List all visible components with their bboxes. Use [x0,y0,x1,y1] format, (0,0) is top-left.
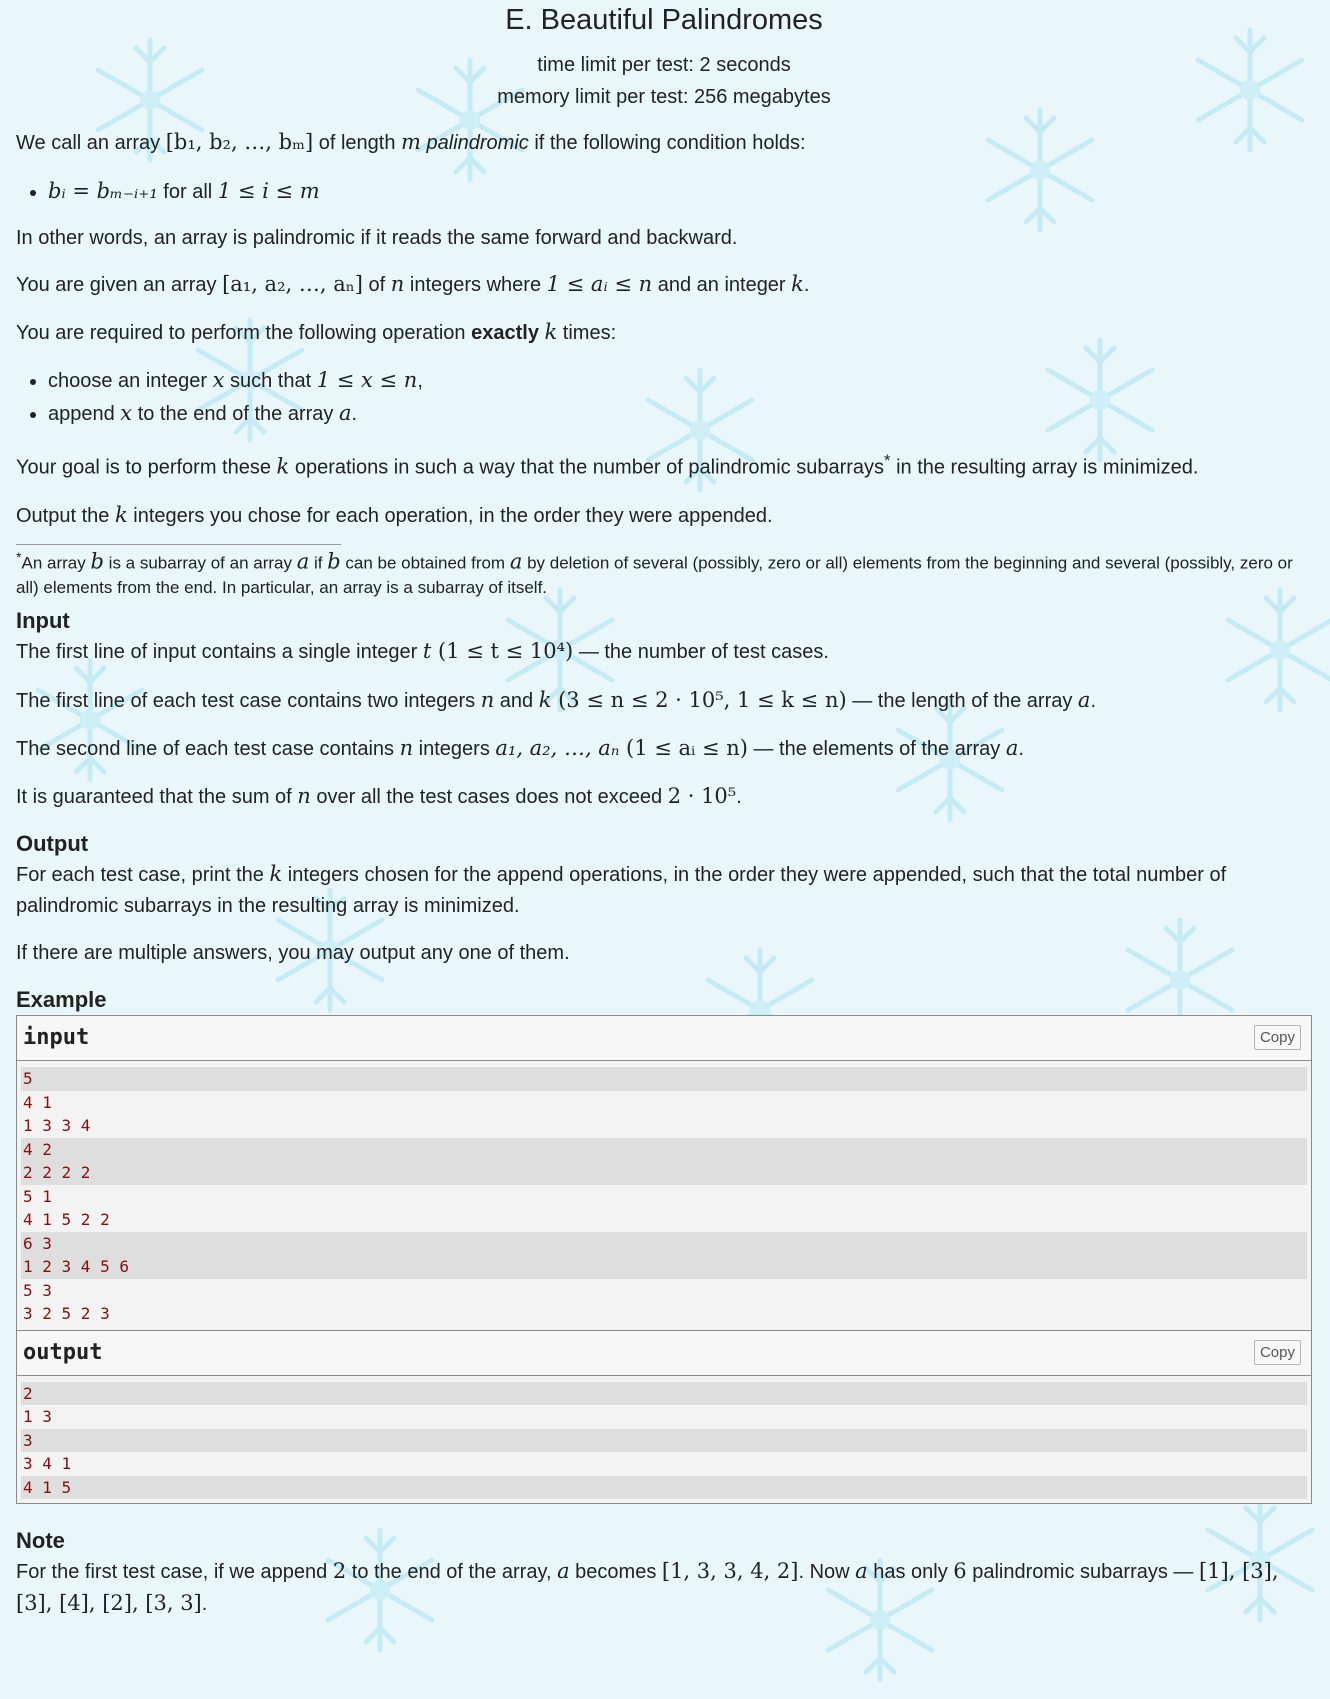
sample-line: 6 3 [21,1232,1307,1256]
list-item: • append x to the end of the array a. [48,397,1312,430]
sample-line: 4 2 [21,1138,1307,1162]
sample-line: 5 3 [23,1280,52,1300]
copy-input-button[interactable]: Copy [1254,1025,1301,1050]
input-paragraph: The second line of each test case contains n integers a₁, a₂, …, aₙ (1 ≤ aᵢ ≤ n) — the elements of the array a. [16,736,1024,761]
sample-line: 5 1 [23,1186,52,1206]
list-item: • bᵢ = bₘ₋ᵢ₊₁ for all 1 ≤ i ≤ m [48,175,1312,208]
input-box-header [17,1016,1311,1061]
output-paragraph: For each test case, print the k integers chosen for the append operations, in the order they were appended, such that the total number of palindromic subarrays in the resulting array is minimized. [16,862,1227,918]
list-item: • choose an integer x such that 1 ≤ x ≤ n, [48,364,1312,397]
sample-line: 4 1 5 [21,1476,1307,1500]
copy-output-button[interactable]: Copy [1254,1340,1301,1365]
output-box-header [17,1330,1311,1376]
footnote-divider [16,544,341,545]
statement-paragraph: Your goal is to perform these k operations in such a way that the number of palindromic subarrays* in the resulting array is minimized. [16,451,1199,479]
sample-line: 3 4 1 [23,1454,72,1474]
statement-paragraph: Output the k integers you chose for each operation, in the order they were appended. [16,502,773,527]
input-paragraph: The first line of each test case contains two integers n and k (3 ≤ n ≤ 2 · 10⁵, 1 ≤ k ≤ n) — the length of the array a. [16,688,1097,713]
sample-line: 5 [21,1067,1307,1091]
sample-line: 2 2 2 2 [21,1161,1307,1185]
input-box-title: input [23,1025,90,1051]
statement-paragraph: You are required to perform the following operation exactly k times: [16,320,617,344]
footnote: *An array b is a subarray of an array a if b can be obtained from a by deletion of several (possibly, zero or all) elements from the beginning and several (possibly, zero or all) elements from the end. In particular, an array is a subarray of itself. [16,549,1293,598]
example-heading: Example [16,987,107,1013]
sample-line: 1 2 3 4 5 6 [21,1255,1307,1279]
statement-paragraph: In other words, an array is palindromic if it reads the same forward and backward. [16,227,738,249]
condition-list [16,175,1312,208]
problem-title: E. Beautiful Palindromes [505,4,823,36]
memory-limit: memory limit per test: 256 megabytes [497,86,831,108]
sample-line: 4 1 [23,1092,52,1112]
sample-output [17,1376,1311,1504]
statement-paragraph: We call an array [b₁, b₂, …, bₘ] of length m palindromic if the following condition holds: [16,130,806,154]
sample-line: 2 [21,1382,1307,1406]
sample-line: 1 3 [23,1407,52,1427]
output-heading: Output [16,831,89,857]
operation-list [16,364,1312,430]
problem-statement [16,0,1312,1620]
output-box-title: output [23,1339,103,1365]
input-heading: Input [16,608,70,634]
sample-line: 3 [21,1429,1307,1453]
sample-line: 4 1 5 2 2 [23,1210,110,1230]
limits [16,49,1312,113]
note-paragraph: For the first test case, if we append 2 to the end of the array, a becomes [1, 3, 3, 4, 2]. Now a has only 6 palindromic subarrays — [1], [3], [3], [4], [2], [3, 3]. [16,1559,1279,1616]
input-paragraph: It is guaranteed that the sum of n over all the test cases does not exceed 2 · 10⁵. [16,784,742,809]
sample-line: 3 2 5 2 3 [23,1304,110,1324]
sample-line: 1 3 3 4 [23,1116,91,1136]
note-heading: Note [16,1528,65,1554]
input-paragraph: The first line of input contains a single integer t (1 ≤ t ≤ 10⁴) — the number of test cases. [16,639,829,664]
output-paragraph: If there are multiple answers, you may output any one of them. [16,942,570,965]
sample-input [17,1061,1311,1330]
statement-paragraph: You are given an array [a₁, a₂, …, aₙ] of n integers where 1 ≤ aᵢ ≤ n and an integer k. [16,272,810,296]
time-limit: time limit per test: 2 seconds [537,54,791,76]
example-box [16,1015,1312,1504]
